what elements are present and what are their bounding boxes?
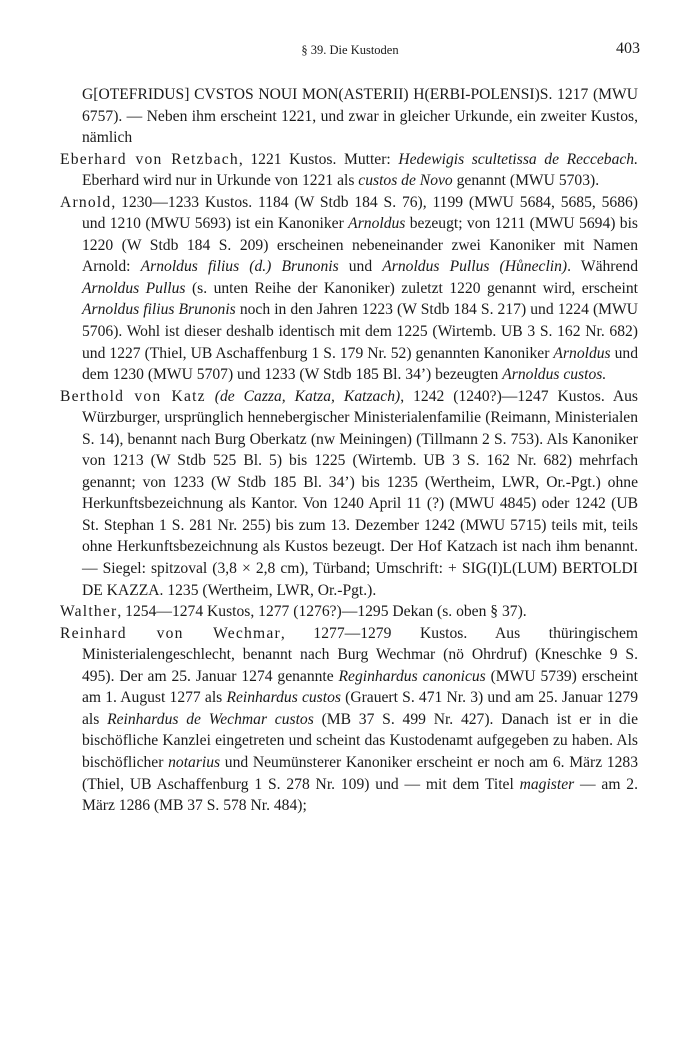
entry-text: , 1254—1274 Kustos, 1277 (1276?)—1295 Dekan (s. oben § 37). (117, 603, 527, 621)
entry-text: und Neumünsterer Kanoniker erscheint er noch am 6. März 1283 (Thiel, UB Aschaffenburg 1 S. 278 Nr. 109) und — mit dem Titel (82, 753, 638, 793)
italic-text: Arnoldus (553, 344, 611, 362)
italic-text: Reginhardus canonicus (338, 667, 486, 685)
entry-name: Eberhard von Retzbach (60, 150, 239, 168)
entry-walther (60, 601, 638, 623)
section-title: § 39. Die Kustoden (301, 43, 399, 57)
italic-text: (de Cazza, Katza, Katzach) (214, 387, 401, 405)
italic-text: Arnoldus custos. (502, 366, 607, 384)
italic-text: Arnoldus (348, 215, 406, 233)
italic-text: Reinhardus de Wechmar custos (107, 710, 314, 728)
entry-text: , 1230—1233 Kustos. 1184 (W Stdb 184 S. 76), 1199 (MWU 5684, 5685, 5686) und 1210 (MWU 5693) ist ein Kanoniker (82, 193, 638, 233)
entry-text: genannt (MWU 5703). (452, 172, 600, 190)
entry-text: (Grauert S. 471 Nr. 3) und am 25. Januar 1279 als (82, 689, 638, 728)
italic-text: notarius (168, 753, 221, 771)
entry-text: und dem 1230 (MWU 5707) und 1233 (W Stdb 185 Bl. 34’) bezeugten (82, 344, 639, 384)
entry-text: — am 2. März 1286 (MB 37 S. 578 Nr. 484); (82, 775, 638, 815)
entry-name: Walther (60, 603, 118, 621)
page-body (60, 84, 638, 817)
entry-arnold (60, 192, 638, 386)
entry-text: , 1277—1279 Kustos. Aus thüringischem Ministerialengeschlecht, benannt nach Burg Wechmar (nö Ohrdruf) (Kneschke 9 S. 495). Der am 25. Januar 1274 genannte (82, 624, 638, 685)
italic-text: Hedewigis scultetissa de Reccebach. (398, 150, 638, 168)
entry-text: noch in den Jahren 1223 (W Stdb 184 S. 217) und 1224 (MWU 5706). Wohl ist dieser deshalb identisch mit dem 1225 (Wirtemb. UB 3 S. 162 Nr. 682) und 1227 (Thiel, UB Aschaffenburg 1 S. 179 Nr. 52) genannten Kanoniker (82, 301, 639, 362)
entry-text: G[OTEFRIDUS] CVSTOS NOUI MON(ASTERII) H(ERBI-POLENSI)S. 1217 (MWU 6757). — Neben ihm erscheint 1221, und zwar in gleicher Urkunde, ein zweiter Kustos, nämlich (82, 86, 638, 147)
entry-text (206, 388, 215, 405)
entry-text: Eberhard wird nur in Urkunde von 1221 als (82, 172, 359, 190)
entry-eberhard (60, 149, 638, 192)
entry-text: , 1242 (1240?)—1247 Kustos. Aus Würzburger, ursprünglich hennebergischer Ministerialenfamilie (Reimann, Ministerialen S. 14), benannt nach Burg Oberkatz (nw Meiningen) (Tillmann 2 S. 753). Als Kanoniker von 1213 (W Stdb 525 Bl. 5) bis 1225 (Wirtemb. UB 3 S. 162 Nr. 682) mehrfach genannt; von 1233 (W Stdb 185 Bl. 34’) bis 1235 (Wertheim, LWR, Or.-Pgt.) ohne Herkunftsbezeichnung als Kantor. Von 1240 April 11 (?) (MWU 4845) oder 1242 (UB St. Stephan 1 S. 281 Nr. 255) bis zum 13. Dezember 1242 (MWU 5715) teils mit, teils ohne Herkunftsbezeichnung als Kustos bezeugt. Der Hof Katzach ist nach ihm benannt. — Siegel: spitzoval (3,8 × 2,8 cm), Türband; Umschrift: + SIG(I)L(LUM) BERTOLDI DE KAZZA. 1235 (Wertheim, LWR, Or.-Pgt.). (82, 387, 638, 599)
italic-text: magister (519, 775, 575, 793)
entry-reinhard (60, 623, 638, 817)
italic-text: Arnoldus Pullus (82, 279, 186, 297)
italic-text: custos de Novo (358, 172, 453, 190)
entry-name: Reinhard von Wechmar (60, 624, 281, 642)
entry-gotefridus (60, 84, 638, 149)
entry-text: und (338, 258, 383, 276)
entry-text: (s. unten Reihe der Kanoniker) zuletzt 1220 genannt wird, erscheint (185, 279, 638, 297)
italic-text: Arnoldus filius (d.) Brunonis (140, 258, 339, 276)
running-header (60, 40, 640, 62)
italic-text: Arnoldus filius Brunonis (82, 301, 236, 319)
italic-text: Arnoldus Pullus (Hůneclin) (382, 258, 568, 276)
entry-text: bezeugt; von 1211 (MWU 5694) bis 1220 (W Stdb 184 S. 209) erscheinen nebeneinander zwei Kanoniker mit Namen Arnold: (82, 215, 638, 276)
entry-text: (MB 37 S. 499 Nr. 427). Danach ist er in die bischöfliche Kanzlei eingetreten und scheint das Kustodenamt aufgegeben zu haben. Als bischöflicher (82, 710, 638, 771)
entry-text: . Während (567, 258, 638, 276)
page-number: 403 (616, 40, 640, 57)
entry-name: Arnold (60, 193, 112, 211)
entry-text: , 1221 Kustos. Mutter: (238, 150, 399, 168)
italic-text: Reinhardus custos (226, 689, 341, 707)
entry-text: (MWU 5739) erscheint am 1. August 1277 als (82, 667, 638, 707)
entry-name: Berthold von Katz (60, 387, 206, 405)
entry-berthold (60, 386, 638, 601)
